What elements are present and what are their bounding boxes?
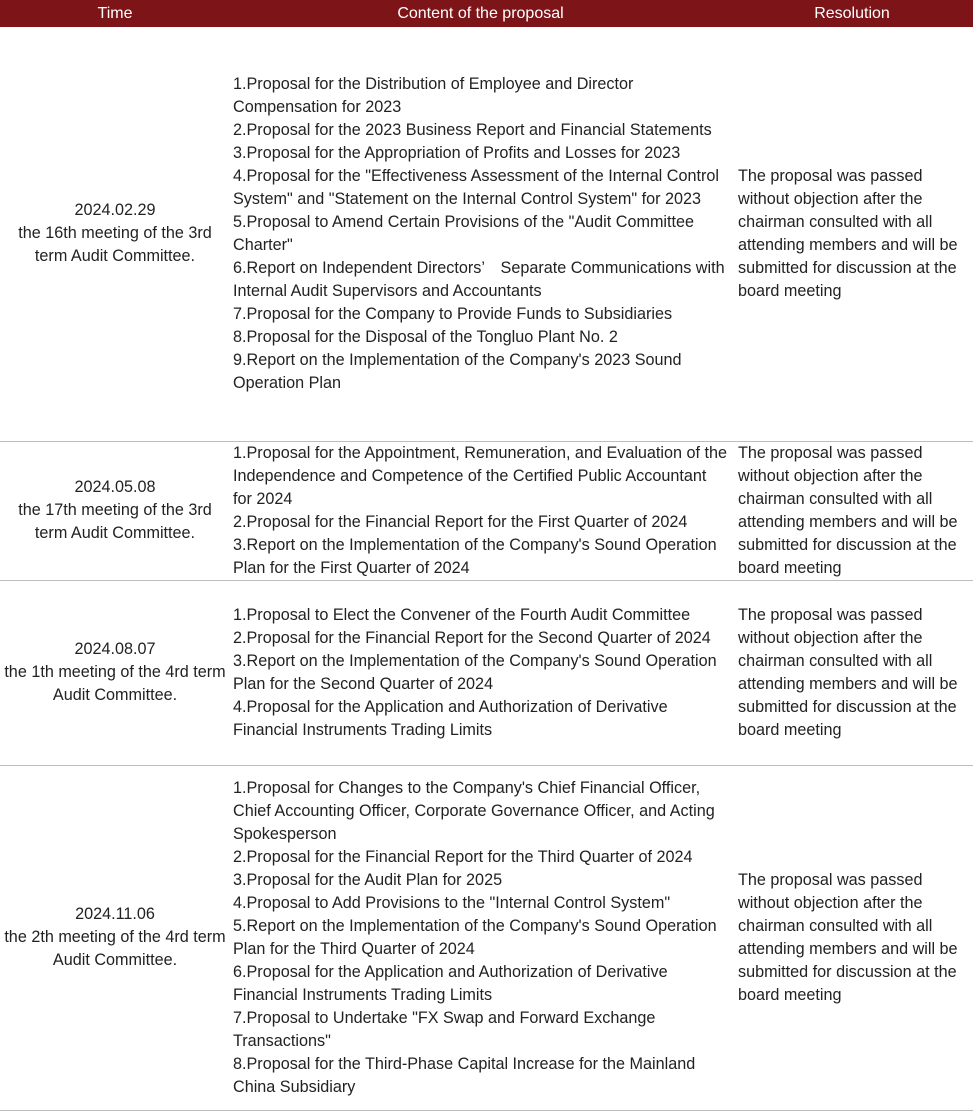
time-cell <box>0 27 230 441</box>
proposal-item: 5.Report on the Implementation of the Company's Sound Operation Plan for the Third Quarter of 2024 <box>233 916 722 958</box>
resolution-cell: The proposal was passed without objection after the chairman consulted with all attending members and will be submitted for discussion at the board meeting <box>731 765 973 1110</box>
proposal-item: 9.Report on the Implementation of the Company's 2023 Sound Operation Plan <box>233 350 687 392</box>
time-cell <box>0 765 230 1110</box>
proposal-item: 1.Proposal to Elect the Convener of the Fourth Audit Committee <box>233 605 691 624</box>
proposal-item: 1.Proposal for the Appointment, Remuneration, and Evaluation of the Independence and Competence of the Certified Public Accountant for 2024 <box>233 443 732 508</box>
resolution-cell: The proposal was passed without objection after the chairman consulted with all attending members and will be submitted for discussion at the board meeting <box>731 580 973 765</box>
proposal-item: 2.Proposal for the Financial Report for the First Quarter of 2024 <box>233 512 688 531</box>
table-body <box>0 27 973 1110</box>
meeting-name: the 1th meeting of the 4rd term Audit Committee. <box>4 663 230 704</box>
meeting-name: the 16th meeting of the 3rd term Audit Committee. <box>18 224 217 266</box>
proposal-item: 1.Proposal for the Distribution of Employee and Director Compensation for 2023 <box>233 74 638 116</box>
content-cell <box>230 580 731 765</box>
proposal-item: 3.Report on the Implementation of the Company's Sound Operation Plan for the First Quarter of 2024 <box>233 535 722 577</box>
proposal-item: 3.Report on the Implementation of the Company's Sound Operation Plan for the Second Quarter of 2024 <box>233 651 722 693</box>
time-cell <box>0 580 230 765</box>
resolution-cell: The proposal was passed without objection after the chairman consulted with all attending members and will be submitted for discussion at the board meeting <box>731 441 973 580</box>
meeting-date: 2024.02.29 <box>74 201 156 220</box>
meeting-date: 2024.05.08 <box>74 478 156 496</box>
proposal-item: 3.Proposal for the Appropriation of Profits and Losses for 2023 <box>233 143 681 162</box>
table-row <box>0 765 973 1110</box>
proposal-item: 4.Proposal for the Application and Authorization of Derivative Financial Instruments Trading Limits <box>233 697 673 739</box>
meeting-name: the 2th meeting of the 4rd term Audit Committee. <box>4 928 230 969</box>
meeting-name: the 17th meeting of the 3rd term Audit Committee. <box>18 501 217 542</box>
proposal-item: 4.Proposal for the "Effectiveness Assessment of the Internal Control System" and "Statement on the Internal Control System" for 2023 <box>233 166 724 208</box>
proposal-item: 5.Proposal to Amend Certain Provisions of the "Audit Committee Charter" <box>233 212 699 254</box>
content-cell <box>230 27 731 441</box>
meeting-date: 2024.11.06 <box>75 905 155 923</box>
meeting-date: 2024.08.07 <box>74 640 156 658</box>
proposal-item: 8.Proposal for the Third-Phase Capital Increase for the Mainland China Subsidiary <box>233 1054 700 1096</box>
proposal-item: 2.Proposal for the 2023 Business Report and Financial Statements <box>233 120 712 139</box>
header-content: Content of the proposal <box>230 0 731 27</box>
proposal-item: 4.Proposal to Add Provisions to the "Internal Control System" <box>233 893 671 912</box>
header-time: Time <box>0 0 230 27</box>
time-cell <box>0 441 230 580</box>
header-resolution: Resolution <box>731 0 973 27</box>
proposal-item: 6.Report on Independent Directors’ Separate Communications with Internal Audit Supervisors and Accountants <box>233 258 730 300</box>
table-header <box>0 0 973 27</box>
proposal-item: 1.Proposal for Changes to the Company's Chief Financial Officer, Chief Accounting Officer, Corporate Governance Officer, and Acting Spokesperson <box>233 778 720 843</box>
proposal-item: 2.Proposal for the Financial Report for the Second Quarter of 2024 <box>233 628 711 647</box>
proposal-item: 8.Proposal for the Disposal of the Tongluo Plant No. 2 <box>233 327 618 346</box>
proposal-item: 6.Proposal for the Application and Authorization of Derivative Financial Instruments Trading Limits <box>233 962 673 1004</box>
table-row <box>0 441 973 580</box>
table-row <box>0 580 973 765</box>
resolution-cell: The proposal was passed without objection after the chairman consulted with all attending members and will be submitted for discussion at the board meeting <box>731 27 973 441</box>
proposal-item: 2.Proposal for the Financial Report for the Third Quarter of 2024 <box>233 847 693 866</box>
header-row <box>0 0 973 27</box>
table-row <box>0 27 973 441</box>
proposal-item: 7.Proposal for the Company to Provide Funds to Subsidiaries <box>233 304 673 323</box>
content-cell <box>230 441 731 580</box>
proposal-item: 7.Proposal to Undertake "FX Swap and Forward Exchange Transactions" <box>233 1008 660 1050</box>
proposal-item: 3.Proposal for the Audit Plan for 2025 <box>233 870 503 889</box>
content-cell <box>230 765 731 1110</box>
